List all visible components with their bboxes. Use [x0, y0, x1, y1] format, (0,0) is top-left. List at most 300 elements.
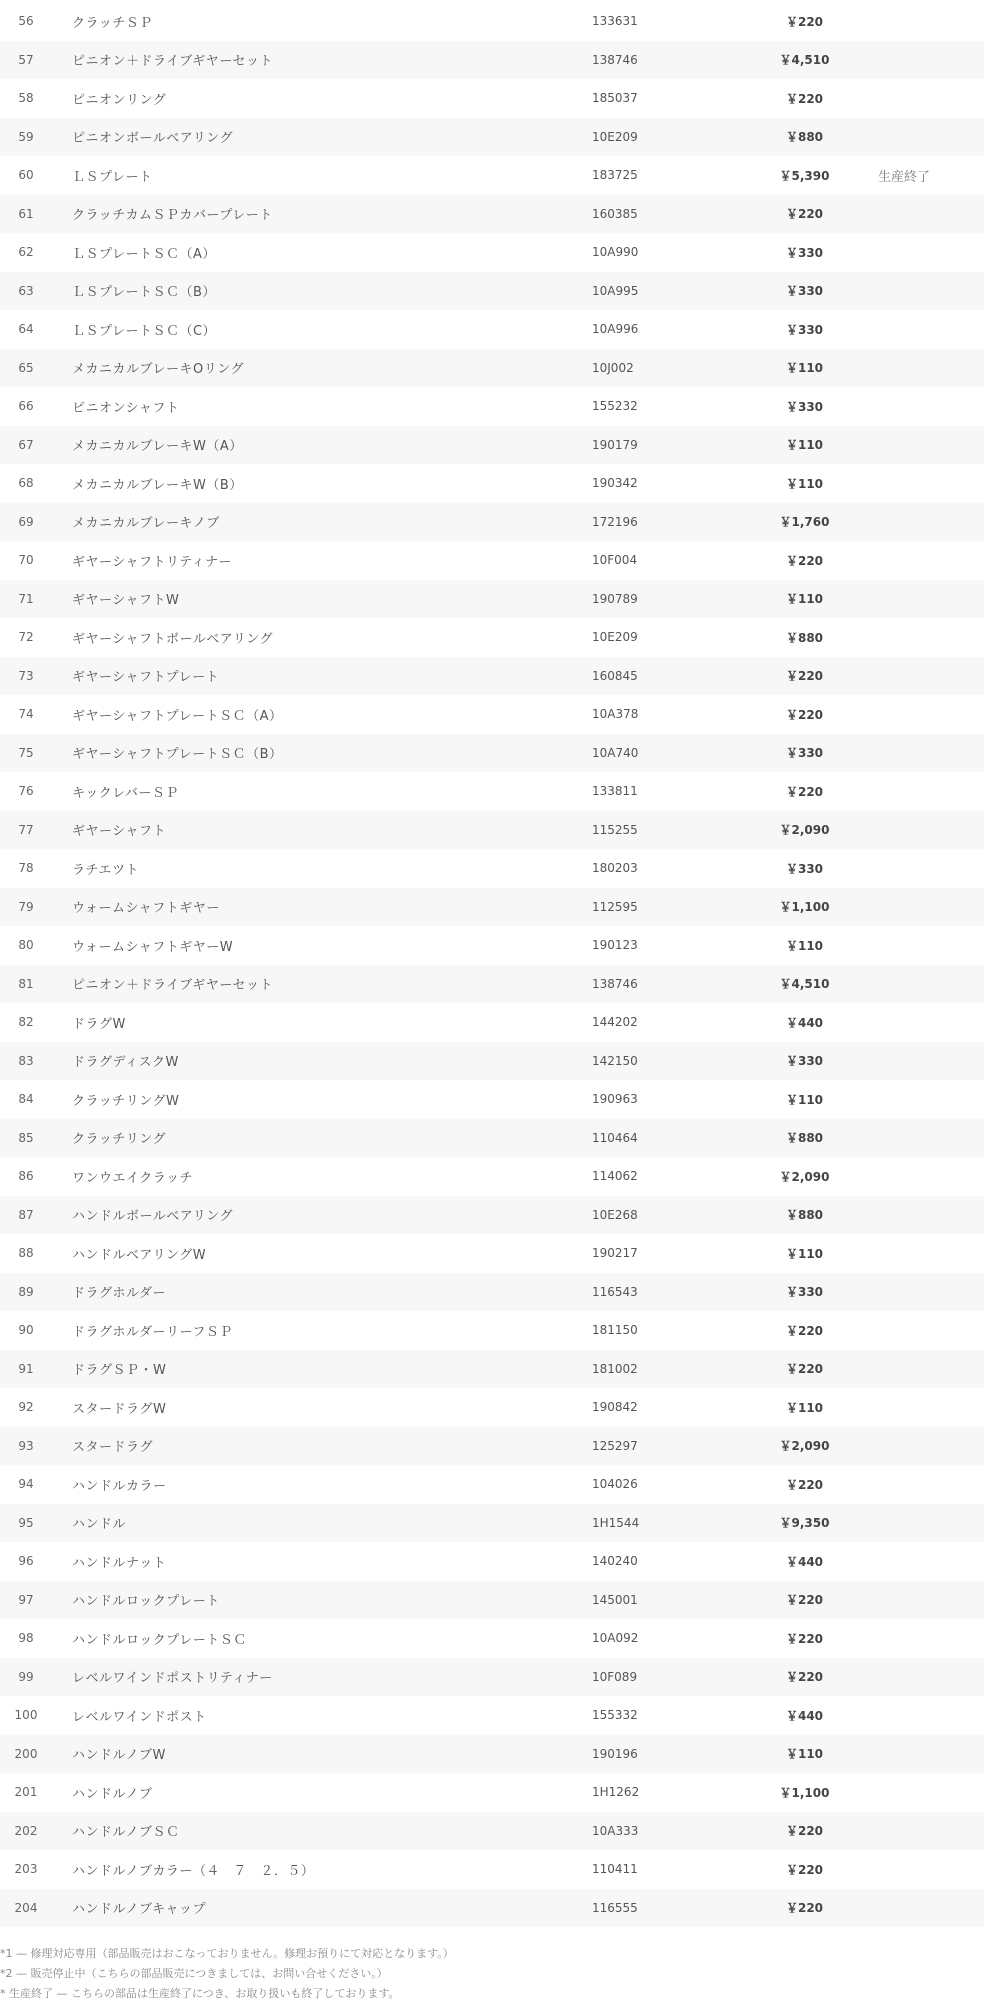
part-code-cell: 10A990 [592, 245, 639, 260]
part-code-cell: 112595 [592, 899, 638, 914]
table-row [0, 849, 984, 888]
part-price-cell: ￥1,760 [779, 515, 830, 530]
part-note-cell [876, 1504, 984, 1543]
table-row [0, 464, 984, 503]
part-number-cell: 84 [18, 1092, 34, 1107]
part-note-cell: 生産終了 [878, 169, 931, 185]
part-number-cell: 76 [18, 784, 34, 799]
part-number-cell: 93 [18, 1438, 34, 1453]
table-row [0, 772, 984, 811]
part-number-cell: 97 [18, 1592, 34, 1607]
part-code-cell: 190179 [592, 437, 638, 452]
part-code-cell: 110464 [592, 1130, 638, 1145]
parts-table [0, 2, 984, 1927]
table-row [0, 1196, 984, 1235]
part-number-cell: 67 [18, 437, 34, 452]
part-number-cell: 79 [18, 899, 34, 914]
part-name-cell: クラッチリング [72, 1132, 166, 1148]
part-code-cell: 190963 [592, 1092, 638, 1107]
footnote-repair-only: *1 — 修理対応専用（部品販売はおこなっておりません。修理お預りにて対応となります。） [0, 1947, 454, 1960]
part-price-cell: ￥220 [785, 1862, 824, 1877]
part-name-cell: ハンドルノブキャップ [72, 1902, 206, 1918]
table-row [0, 1696, 984, 1735]
part-number-cell: 63 [18, 283, 34, 298]
part-note-cell [876, 79, 984, 118]
part-number-cell: 57 [18, 52, 34, 67]
part-code-cell: 10A996 [592, 322, 639, 337]
table-row [0, 156, 984, 195]
part-name-cell: ドラグホルダー [72, 1286, 166, 1302]
part-name-cell: ピニオン＋ドライブギヤーセット [72, 978, 273, 994]
part-note-cell [876, 926, 984, 965]
table-row [0, 734, 984, 773]
part-name-cell: ＬＳプレートＳＣ（C） [72, 323, 217, 339]
part-code-cell: 155232 [592, 399, 638, 414]
part-note-cell [876, 387, 984, 426]
part-number-cell: 86 [18, 1169, 34, 1184]
part-code-cell: 10E209 [592, 129, 638, 144]
part-number-cell: 77 [18, 822, 34, 837]
parts-table-body [0, 2, 984, 1927]
part-code-cell: 104026 [592, 1477, 638, 1492]
table-row [0, 233, 984, 272]
part-note-cell [876, 1157, 984, 1196]
footnote-sales-suspended: *2 — 販売停止中（こちらの部品販売につきましては、お問い合せください。） [0, 1967, 388, 1980]
part-note-cell [876, 811, 984, 850]
part-number-cell: 68 [18, 476, 34, 491]
part-name-cell: ギヤーシャフトプレートＳＣ（B） [72, 747, 283, 763]
table-row [0, 1119, 984, 1158]
part-number-cell: 65 [18, 360, 34, 375]
part-number-cell: 62 [18, 245, 34, 260]
part-price-cell: ￥330 [785, 322, 824, 337]
part-number-cell: 204 [14, 1900, 38, 1915]
table-row [0, 580, 984, 619]
part-name-cell: ギヤーシャフトリティナー [72, 554, 233, 570]
table-row [0, 310, 984, 349]
part-name-cell: メカニカルブレーキノブ [72, 516, 220, 532]
part-name-cell: ハンドルノブ [72, 1786, 153, 1802]
part-code-cell: 183725 [592, 168, 638, 183]
part-price-cell: ￥330 [785, 746, 824, 761]
footnote-discontinued: * 生産終了 — こちらの部品は生産終了につき、お取り扱いも終了しております。 [0, 1987, 400, 2000]
part-name-cell: ハンドルノブＳＣ [72, 1825, 180, 1841]
table-row [0, 1350, 984, 1389]
table-row [0, 541, 984, 580]
part-number-cell: 89 [18, 1284, 34, 1299]
table-row [0, 695, 984, 734]
part-price-cell: ￥220 [785, 1631, 824, 1646]
part-code-cell: 155332 [592, 1708, 638, 1723]
part-price-cell: ￥4,510 [779, 977, 830, 992]
part-note-cell [876, 1658, 984, 1697]
part-name-cell: ピニオンボールベアリング [72, 131, 233, 147]
part-number-cell: 75 [18, 745, 34, 760]
part-price-cell: ￥110 [785, 476, 824, 491]
part-note-cell [876, 1465, 984, 1504]
part-name-cell: ギヤーシャフトプレート [72, 670, 220, 686]
part-number-cell: 80 [18, 938, 34, 953]
part-number-cell: 203 [14, 1862, 38, 1877]
table-row [0, 888, 984, 927]
part-code-cell: 190123 [592, 938, 638, 953]
part-code-cell: 116555 [592, 1900, 638, 1915]
part-price-cell: ￥330 [785, 284, 824, 299]
part-note-cell [876, 1581, 984, 1620]
part-price-cell: ￥440 [785, 1554, 824, 1569]
table-row [0, 811, 984, 850]
part-price-cell: ￥220 [785, 91, 824, 106]
part-code-cell: 185037 [592, 91, 638, 106]
part-name-cell: ドラグＳＰ・W [72, 1363, 167, 1379]
part-price-cell: ￥220 [785, 1477, 824, 1492]
part-code-cell: 181002 [592, 1361, 638, 1376]
part-price-cell: ￥440 [785, 1015, 824, 1030]
part-price-cell: ￥220 [785, 669, 824, 684]
part-note-cell [876, 580, 984, 619]
part-note-cell [876, 1542, 984, 1581]
part-code-cell: 10F004 [592, 553, 638, 568]
part-note-cell [876, 734, 984, 773]
table-row [0, 1234, 984, 1273]
part-number-cell: 99 [18, 1669, 34, 1684]
footnotes [0, 1944, 984, 2004]
part-price-cell: ￥220 [785, 207, 824, 222]
part-number-cell: 64 [18, 322, 34, 337]
part-code-cell: 190842 [592, 1400, 638, 1415]
part-name-cell: レベルワインドポスト [72, 1709, 207, 1725]
table-row [0, 1773, 984, 1812]
part-code-cell: 10A995 [592, 283, 639, 298]
part-name-cell: クラッチリングW [72, 1093, 180, 1109]
part-code-cell: 133631 [592, 14, 638, 29]
part-note-cell [876, 1003, 984, 1042]
part-number-cell: 58 [18, 91, 34, 106]
part-name-cell: ハンドルベアリングW [72, 1247, 207, 1263]
part-price-cell: ￥220 [785, 1670, 824, 1685]
part-code-cell: 181150 [592, 1323, 638, 1338]
part-code-cell: 144202 [592, 1015, 638, 1030]
part-price-cell: ￥330 [785, 1054, 824, 1069]
part-price-cell: ￥220 [785, 1824, 824, 1839]
part-price-cell: ￥1,100 [779, 1785, 830, 1800]
part-price-cell: ￥220 [785, 707, 824, 722]
part-price-cell: ￥110 [785, 1400, 824, 1415]
part-note-cell [876, 349, 984, 388]
part-number-cell: 56 [18, 14, 34, 29]
part-price-cell: ￥5,390 [779, 168, 830, 183]
part-price-cell: ￥880 [785, 130, 824, 145]
table-row [0, 1427, 984, 1466]
part-code-cell: 10E209 [592, 630, 638, 645]
part-note-cell [876, 2, 984, 41]
part-note-cell [876, 1234, 984, 1273]
table-row [0, 1080, 984, 1119]
part-price-cell: ￥1,100 [779, 900, 830, 915]
table-row [0, 349, 984, 388]
part-code-cell: 180203 [592, 861, 638, 876]
part-name-cell: ハンドルロックプレート [72, 1594, 220, 1610]
part-number-cell: 98 [18, 1631, 34, 1646]
table-row [0, 1581, 984, 1620]
part-note-cell [876, 888, 984, 927]
part-code-cell: 190789 [592, 591, 638, 606]
table-row [0, 2, 984, 41]
part-price-cell: ￥220 [785, 784, 824, 799]
part-number-cell: 59 [18, 129, 34, 144]
part-number-cell: 91 [18, 1361, 34, 1376]
part-number-cell: 70 [18, 553, 34, 568]
part-code-cell: 10A092 [592, 1631, 639, 1646]
part-number-cell: 83 [18, 1053, 34, 1068]
table-row [0, 926, 984, 965]
part-price-cell: ￥2,090 [779, 1439, 830, 1454]
part-name-cell: ＬＳプレート [72, 169, 153, 185]
part-name-cell: ラチエツト [72, 862, 139, 878]
part-note-cell [876, 1042, 984, 1081]
table-row [0, 503, 984, 542]
part-price-cell: ￥110 [785, 938, 824, 953]
table-row [0, 618, 984, 657]
part-note-cell [876, 1388, 984, 1427]
part-name-cell: ワンウエイクラッチ [72, 1170, 193, 1186]
part-name-cell: ハンドルノブW [72, 1748, 166, 1764]
table-row [0, 41, 984, 80]
table-row [0, 195, 984, 234]
part-price-cell: ￥2,090 [779, 823, 830, 838]
part-name-cell: クラッチＳＰ [72, 15, 153, 31]
part-name-cell: ハンドルボールベアリング [72, 1209, 233, 1225]
part-name-cell: メカニカルブレーキOリング [72, 362, 244, 378]
table-row [0, 1812, 984, 1851]
table-row [0, 1042, 984, 1081]
table-row [0, 1850, 984, 1889]
part-code-cell: 10E268 [592, 1207, 638, 1222]
part-code-cell: 10F089 [592, 1669, 638, 1684]
part-note-cell [876, 41, 984, 80]
part-number-cell: 201 [14, 1785, 38, 1800]
part-code-cell: 190196 [592, 1746, 638, 1761]
table-row [0, 1889, 984, 1928]
part-code-cell: 125297 [592, 1438, 638, 1453]
part-code-cell: 10A333 [592, 1823, 639, 1838]
part-number-cell: 69 [18, 514, 34, 529]
part-note-cell [876, 1850, 984, 1889]
part-price-cell: ￥220 [785, 14, 824, 29]
part-note-cell [876, 1080, 984, 1119]
part-name-cell: ギヤーシャフトボールベアリング [72, 631, 273, 647]
part-code-cell: 1H1544 [592, 1515, 640, 1530]
part-name-cell: ハンドルノブカラー（４ ７ ２．５） [72, 1863, 315, 1879]
part-number-cell: 66 [18, 399, 34, 414]
part-number-cell: 61 [18, 206, 34, 221]
part-name-cell: ハンドル [72, 1517, 127, 1533]
part-note-cell [876, 1773, 984, 1812]
part-price-cell: ￥880 [785, 1208, 824, 1223]
part-code-cell: 10A378 [592, 707, 639, 722]
part-price-cell: ￥9,350 [779, 1516, 830, 1531]
part-name-cell: ギヤーシャフトプレートＳＣ（A） [72, 708, 283, 724]
part-code-cell: 10J002 [592, 360, 634, 375]
part-name-cell: ハンドルカラー [72, 1478, 167, 1494]
part-name-cell: ピニオン＋ドライブギヤーセット [72, 54, 273, 70]
part-name-cell: メカニカルブレーキW（A） [72, 439, 243, 455]
part-price-cell: ￥110 [785, 1092, 824, 1107]
part-code-cell: 138746 [592, 52, 638, 67]
part-note-cell [876, 1196, 984, 1235]
part-name-cell: ウォームシャフトギヤー [72, 901, 220, 917]
table-row [0, 965, 984, 1004]
table-row [0, 1504, 984, 1543]
part-number-cell: 71 [18, 591, 34, 606]
part-note-cell [876, 695, 984, 734]
part-note-cell [876, 1889, 984, 1928]
part-name-cell: レベルワインドポストリティナー [72, 1671, 273, 1687]
part-note-cell [876, 1812, 984, 1851]
part-note-cell [876, 541, 984, 580]
part-price-cell: ￥220 [785, 1362, 824, 1377]
part-name-cell: ピニオンシャフト [72, 400, 180, 416]
part-name-cell: ウォームシャフトギヤーW [72, 939, 234, 955]
table-row [0, 1735, 984, 1774]
table-row [0, 1311, 984, 1350]
part-note-cell [876, 1619, 984, 1658]
part-price-cell: ￥330 [785, 245, 824, 260]
part-number-cell: 96 [18, 1554, 34, 1569]
part-number-cell: 95 [18, 1515, 34, 1530]
table-row [0, 118, 984, 157]
part-note-cell [876, 1119, 984, 1158]
part-price-cell: ￥220 [785, 1901, 824, 1916]
part-note-cell [876, 503, 984, 542]
part-code-cell: 190342 [592, 476, 638, 491]
part-price-cell: ￥220 [785, 1323, 824, 1338]
table-row [0, 387, 984, 426]
part-name-cell: ドラグホルダーリーフＳＰ [72, 1324, 233, 1340]
part-price-cell: ￥330 [785, 1285, 824, 1300]
part-code-cell: 133811 [592, 784, 638, 799]
part-code-cell: 114062 [592, 1169, 638, 1184]
part-number-cell: 200 [14, 1746, 38, 1761]
part-number-cell: 94 [18, 1477, 34, 1492]
part-price-cell: ￥880 [785, 1131, 824, 1146]
part-name-cell: ドラグディスクW [72, 1055, 179, 1071]
part-code-cell: 116543 [592, 1284, 638, 1299]
part-code-cell: 172196 [592, 514, 638, 529]
table-row [0, 1273, 984, 1312]
part-price-cell: ￥330 [785, 399, 824, 414]
part-note-cell [876, 1350, 984, 1389]
part-note-cell [876, 195, 984, 234]
part-note-cell [876, 233, 984, 272]
part-number-cell: 90 [18, 1323, 34, 1338]
part-code-cell: 1H1262 [592, 1785, 640, 1800]
part-code-cell: 190217 [592, 1246, 638, 1261]
part-name-cell: スタードラグ [72, 1440, 154, 1456]
part-code-cell: 110411 [592, 1862, 638, 1877]
part-price-cell: ￥4,510 [779, 53, 830, 68]
part-number-cell: 74 [18, 707, 34, 722]
part-name-cell: ギヤーシャフトW [72, 593, 180, 609]
table-row [0, 79, 984, 118]
part-number-cell: 82 [18, 1015, 34, 1030]
part-code-cell: 145001 [592, 1592, 638, 1607]
part-number-cell: 60 [18, 168, 34, 183]
part-note-cell [876, 1311, 984, 1350]
part-price-cell: ￥880 [785, 630, 824, 645]
part-note-cell [876, 849, 984, 888]
part-code-cell: 140240 [592, 1554, 638, 1569]
table-row [0, 272, 984, 311]
part-note-cell [876, 772, 984, 811]
part-code-cell: 160845 [592, 668, 638, 683]
part-note-cell [876, 426, 984, 465]
part-note-cell [876, 272, 984, 311]
part-note-cell [876, 1427, 984, 1466]
part-code-cell: 10A740 [592, 745, 639, 760]
part-price-cell: ￥220 [785, 553, 824, 568]
part-code-cell: 160385 [592, 206, 638, 221]
part-note-cell [876, 118, 984, 157]
part-note-cell [876, 1735, 984, 1774]
part-note-cell [876, 310, 984, 349]
part-name-cell: キックレバーＳＰ [72, 785, 179, 801]
part-price-cell: ￥110 [785, 1246, 824, 1261]
part-name-cell: ＬＳプレートＳＣ（B） [72, 285, 216, 301]
part-price-cell: ￥440 [785, 1708, 824, 1723]
part-number-cell: 202 [14, 1823, 38, 1838]
table-row [0, 1003, 984, 1042]
table-row [0, 1658, 984, 1697]
part-name-cell: ハンドルナット [72, 1555, 167, 1571]
part-note-cell [876, 1696, 984, 1735]
part-price-cell: ￥110 [785, 438, 824, 453]
part-name-cell: ＬＳプレートＳＣ（A） [72, 246, 216, 262]
part-number-cell: 88 [18, 1246, 34, 1261]
part-note-cell [876, 464, 984, 503]
part-number-cell: 72 [18, 630, 34, 645]
part-note-cell [876, 657, 984, 696]
part-note-cell [876, 965, 984, 1004]
part-number-cell: 73 [18, 668, 34, 683]
part-note-cell [876, 1273, 984, 1312]
part-name-cell: ピニオンリング [72, 92, 167, 108]
part-name-cell: ギヤーシャフト [72, 824, 166, 840]
table-row [0, 657, 984, 696]
table-row [0, 1542, 984, 1581]
part-price-cell: ￥220 [785, 1593, 824, 1608]
part-number-cell: 85 [18, 1130, 34, 1145]
part-code-cell: 138746 [592, 976, 638, 991]
part-number-cell: 81 [18, 976, 34, 991]
table-row [0, 1157, 984, 1196]
part-code-cell: 142150 [592, 1053, 638, 1068]
table-row [0, 426, 984, 465]
table-row [0, 1388, 984, 1427]
part-name-cell: クラッチカムＳＰカバープレート [72, 208, 273, 224]
part-price-cell: ￥330 [785, 861, 824, 876]
part-price-cell: ￥110 [785, 592, 824, 607]
part-number-cell: 78 [18, 861, 34, 876]
table-row [0, 1619, 984, 1658]
part-name-cell: ハンドルロックプレートＳＣ [72, 1632, 247, 1648]
part-name-cell: スタードラグW [72, 1401, 167, 1417]
part-number-cell: 100 [14, 1708, 38, 1723]
part-name-cell: メカニカルブレーキW（B） [72, 477, 243, 493]
part-number-cell: 92 [18, 1400, 34, 1415]
part-name-cell: ドラグW [72, 1016, 126, 1032]
part-price-cell: ￥110 [785, 1747, 824, 1762]
